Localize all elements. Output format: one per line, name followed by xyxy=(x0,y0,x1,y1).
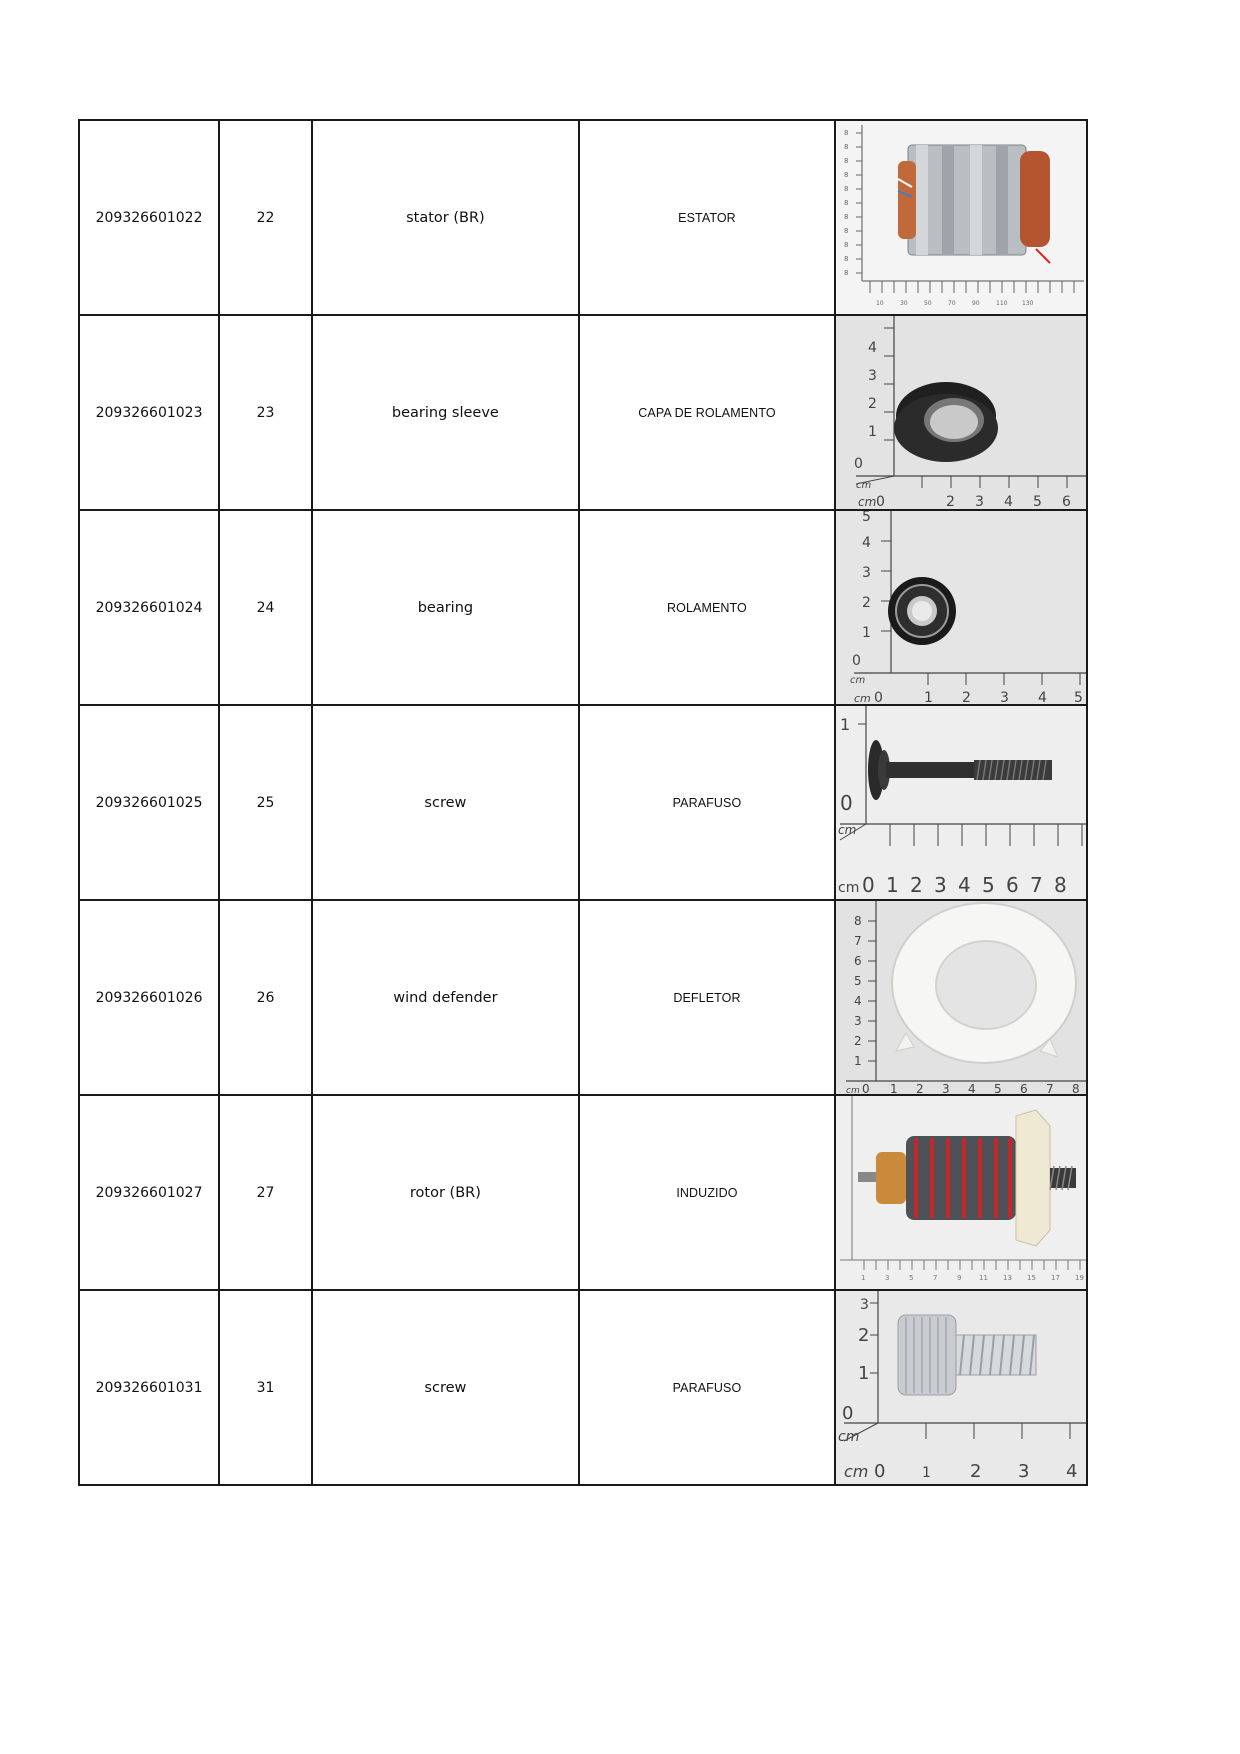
svg-text:6: 6 xyxy=(853,954,862,968)
part-name-pt: INDUZIDO xyxy=(579,1095,835,1290)
svg-text:3: 3 xyxy=(861,565,871,581)
svg-text:4: 4 xyxy=(1037,690,1047,704)
table-row xyxy=(79,705,1087,900)
stator-icon xyxy=(836,121,1086,314)
svg-text:1: 1 xyxy=(861,625,871,641)
part-code: 209326601022 xyxy=(79,120,219,315)
bearing-icon xyxy=(836,511,1086,704)
svg-text:2: 2 xyxy=(969,1461,982,1482)
svg-text:15: 15 xyxy=(1026,1274,1036,1282)
svg-text:8: 8 xyxy=(843,213,849,221)
svg-text:70: 70 xyxy=(947,300,956,307)
part-name-pt: DEFLETOR xyxy=(579,900,835,1095)
table-row xyxy=(79,120,1087,315)
svg-text:90: 90 xyxy=(971,300,980,307)
svg-text:cm: cm xyxy=(857,495,877,509)
svg-text:cm: cm xyxy=(855,480,872,491)
part-name-en: stator (BR) xyxy=(312,120,579,315)
part-name-pt: ESTATOR xyxy=(579,120,835,315)
svg-text:1: 1 xyxy=(857,1363,870,1384)
part-photo-cell xyxy=(835,510,1087,705)
part-code: 209326601025 xyxy=(79,705,219,900)
table-row xyxy=(79,1095,1087,1290)
position-number: 22 xyxy=(219,120,312,315)
table-row xyxy=(79,900,1087,1095)
svg-text:cm: cm xyxy=(837,1429,860,1445)
svg-text:0: 0 xyxy=(861,873,875,897)
svg-text:4: 4 xyxy=(861,535,871,551)
svg-text:3: 3 xyxy=(974,494,984,509)
table-row xyxy=(79,510,1087,705)
position-number: 25 xyxy=(219,705,312,900)
svg-text:3: 3 xyxy=(933,873,947,897)
svg-text:3: 3 xyxy=(859,1297,869,1313)
svg-text:7: 7 xyxy=(853,934,862,948)
svg-text:2: 2 xyxy=(867,396,877,412)
part-name-en: screw xyxy=(312,1290,579,1485)
part-code: 209326601027 xyxy=(79,1095,219,1290)
svg-text:7: 7 xyxy=(932,1274,938,1282)
part-code: 209326601024 xyxy=(79,510,219,705)
part-name-en: bearing sleeve xyxy=(312,315,579,510)
svg-text:5: 5 xyxy=(908,1274,914,1282)
svg-text:5: 5 xyxy=(1032,494,1042,509)
part-name-en: wind defender xyxy=(312,900,579,1095)
svg-text:cm: cm xyxy=(837,823,857,837)
svg-text:8: 8 xyxy=(843,255,849,263)
svg-text:1: 1 xyxy=(839,715,851,734)
svg-text:1: 1 xyxy=(921,1465,931,1481)
svg-text:8: 8 xyxy=(843,241,849,249)
svg-text:8: 8 xyxy=(853,914,862,928)
svg-text:0: 0 xyxy=(873,690,883,704)
part-name-pt: PARAFUSO xyxy=(579,705,835,900)
part-code: 209326601023 xyxy=(79,315,219,510)
svg-text:1: 1 xyxy=(889,1082,898,1094)
svg-text:cm: cm xyxy=(853,692,871,704)
part-code: 209326601031 xyxy=(79,1290,219,1485)
part-name-en: rotor (BR) xyxy=(312,1095,579,1290)
svg-text:2: 2 xyxy=(857,1325,870,1346)
svg-text:3: 3 xyxy=(853,1014,862,1028)
table-row xyxy=(79,315,1087,510)
svg-text:8: 8 xyxy=(1071,1082,1080,1094)
svg-text:11: 11 xyxy=(978,1274,988,1282)
svg-text:0: 0 xyxy=(873,1461,886,1482)
cap-screw-icon xyxy=(836,1291,1086,1484)
bearing-sleeve-icon xyxy=(836,316,1086,509)
svg-text:6: 6 xyxy=(1061,494,1071,509)
svg-text:7: 7 xyxy=(1029,873,1043,897)
svg-text:4: 4 xyxy=(957,873,971,897)
svg-text:3: 3 xyxy=(941,1082,950,1094)
svg-text:7: 7 xyxy=(1045,1082,1054,1094)
svg-text:2: 2 xyxy=(961,690,971,704)
position-number: 27 xyxy=(219,1095,312,1290)
svg-text:10: 10 xyxy=(875,300,884,307)
part-code: 209326601026 xyxy=(79,900,219,1095)
svg-text:8: 8 xyxy=(843,185,849,193)
part-name-en: screw xyxy=(312,705,579,900)
position-number: 26 xyxy=(219,900,312,1095)
svg-text:1: 1 xyxy=(867,424,877,440)
svg-text:50: 50 xyxy=(923,300,932,307)
part-photo-cell xyxy=(835,315,1087,510)
svg-text:cm: cm xyxy=(849,675,866,686)
part-name-pt: ROLAMENTO xyxy=(579,510,835,705)
svg-text:8: 8 xyxy=(843,199,849,207)
svg-text:8: 8 xyxy=(843,157,849,165)
svg-text:2: 2 xyxy=(945,494,955,509)
svg-text:8: 8 xyxy=(843,269,849,277)
svg-text:4: 4 xyxy=(867,340,877,356)
svg-text:8: 8 xyxy=(843,129,849,137)
svg-text:1: 1 xyxy=(860,1274,866,1282)
svg-text:19: 19 xyxy=(1074,1274,1084,1282)
svg-text:5: 5 xyxy=(861,511,871,525)
svg-text:1: 1 xyxy=(885,873,899,897)
part-photo-cell xyxy=(835,705,1087,900)
svg-text:8: 8 xyxy=(843,171,849,179)
svg-text:0: 0 xyxy=(875,494,885,509)
svg-text:8: 8 xyxy=(843,143,849,151)
svg-text:cm: cm xyxy=(843,1462,869,1481)
svg-text:0: 0 xyxy=(839,791,853,815)
rotor-icon xyxy=(836,1096,1086,1289)
svg-text:3: 3 xyxy=(867,368,877,384)
svg-text:0: 0 xyxy=(853,456,863,472)
svg-text:13: 13 xyxy=(1002,1274,1012,1282)
svg-text:6: 6 xyxy=(1005,873,1019,897)
part-photo-cell xyxy=(835,900,1087,1095)
svg-text:5: 5 xyxy=(993,1082,1002,1094)
svg-text:0: 0 xyxy=(841,1403,854,1424)
svg-text:4: 4 xyxy=(1065,1461,1078,1482)
svg-text:cm: cm xyxy=(845,1086,860,1094)
parts-table xyxy=(78,119,1088,1486)
part-photo-cell xyxy=(835,1095,1087,1290)
svg-text:0: 0 xyxy=(851,653,861,669)
svg-text:cm: cm xyxy=(837,880,860,896)
svg-text:130: 130 xyxy=(1021,300,1034,307)
screw-icon xyxy=(836,706,1086,899)
svg-text:1: 1 xyxy=(853,1054,862,1068)
part-name-pt: CAPA DE ROLAMENTO xyxy=(579,315,835,510)
svg-text:6: 6 xyxy=(1019,1082,1028,1094)
svg-text:2: 2 xyxy=(861,595,871,611)
svg-text:0: 0 xyxy=(861,1082,870,1094)
svg-text:5: 5 xyxy=(853,974,862,988)
svg-text:3: 3 xyxy=(1017,1461,1030,1482)
wind-defender-icon xyxy=(836,901,1086,1094)
svg-text:5: 5 xyxy=(981,873,995,897)
svg-text:3: 3 xyxy=(999,690,1009,704)
svg-text:2: 2 xyxy=(915,1082,924,1094)
table-row xyxy=(79,1290,1087,1485)
svg-text:2: 2 xyxy=(853,1034,862,1048)
svg-text:4: 4 xyxy=(967,1082,976,1094)
svg-text:4: 4 xyxy=(1003,494,1013,509)
part-name-en: bearing xyxy=(312,510,579,705)
part-name-pt: PARAFUSO xyxy=(579,1290,835,1485)
svg-text:8: 8 xyxy=(843,227,849,235)
svg-text:3: 3 xyxy=(884,1274,890,1282)
svg-text:9: 9 xyxy=(956,1274,962,1282)
position-number: 31 xyxy=(219,1290,312,1485)
svg-text:30: 30 xyxy=(899,300,908,307)
svg-text:8: 8 xyxy=(1053,873,1067,897)
svg-text:4: 4 xyxy=(853,994,862,1008)
part-photo-cell xyxy=(835,1290,1087,1485)
part-photo-cell xyxy=(835,120,1087,315)
position-number: 24 xyxy=(219,510,312,705)
svg-text:2: 2 xyxy=(909,873,923,897)
svg-text:17: 17 xyxy=(1050,1274,1060,1282)
position-number: 23 xyxy=(219,315,312,510)
svg-text:5: 5 xyxy=(1073,690,1083,704)
svg-text:110: 110 xyxy=(995,300,1008,307)
svg-text:1: 1 xyxy=(923,690,933,704)
